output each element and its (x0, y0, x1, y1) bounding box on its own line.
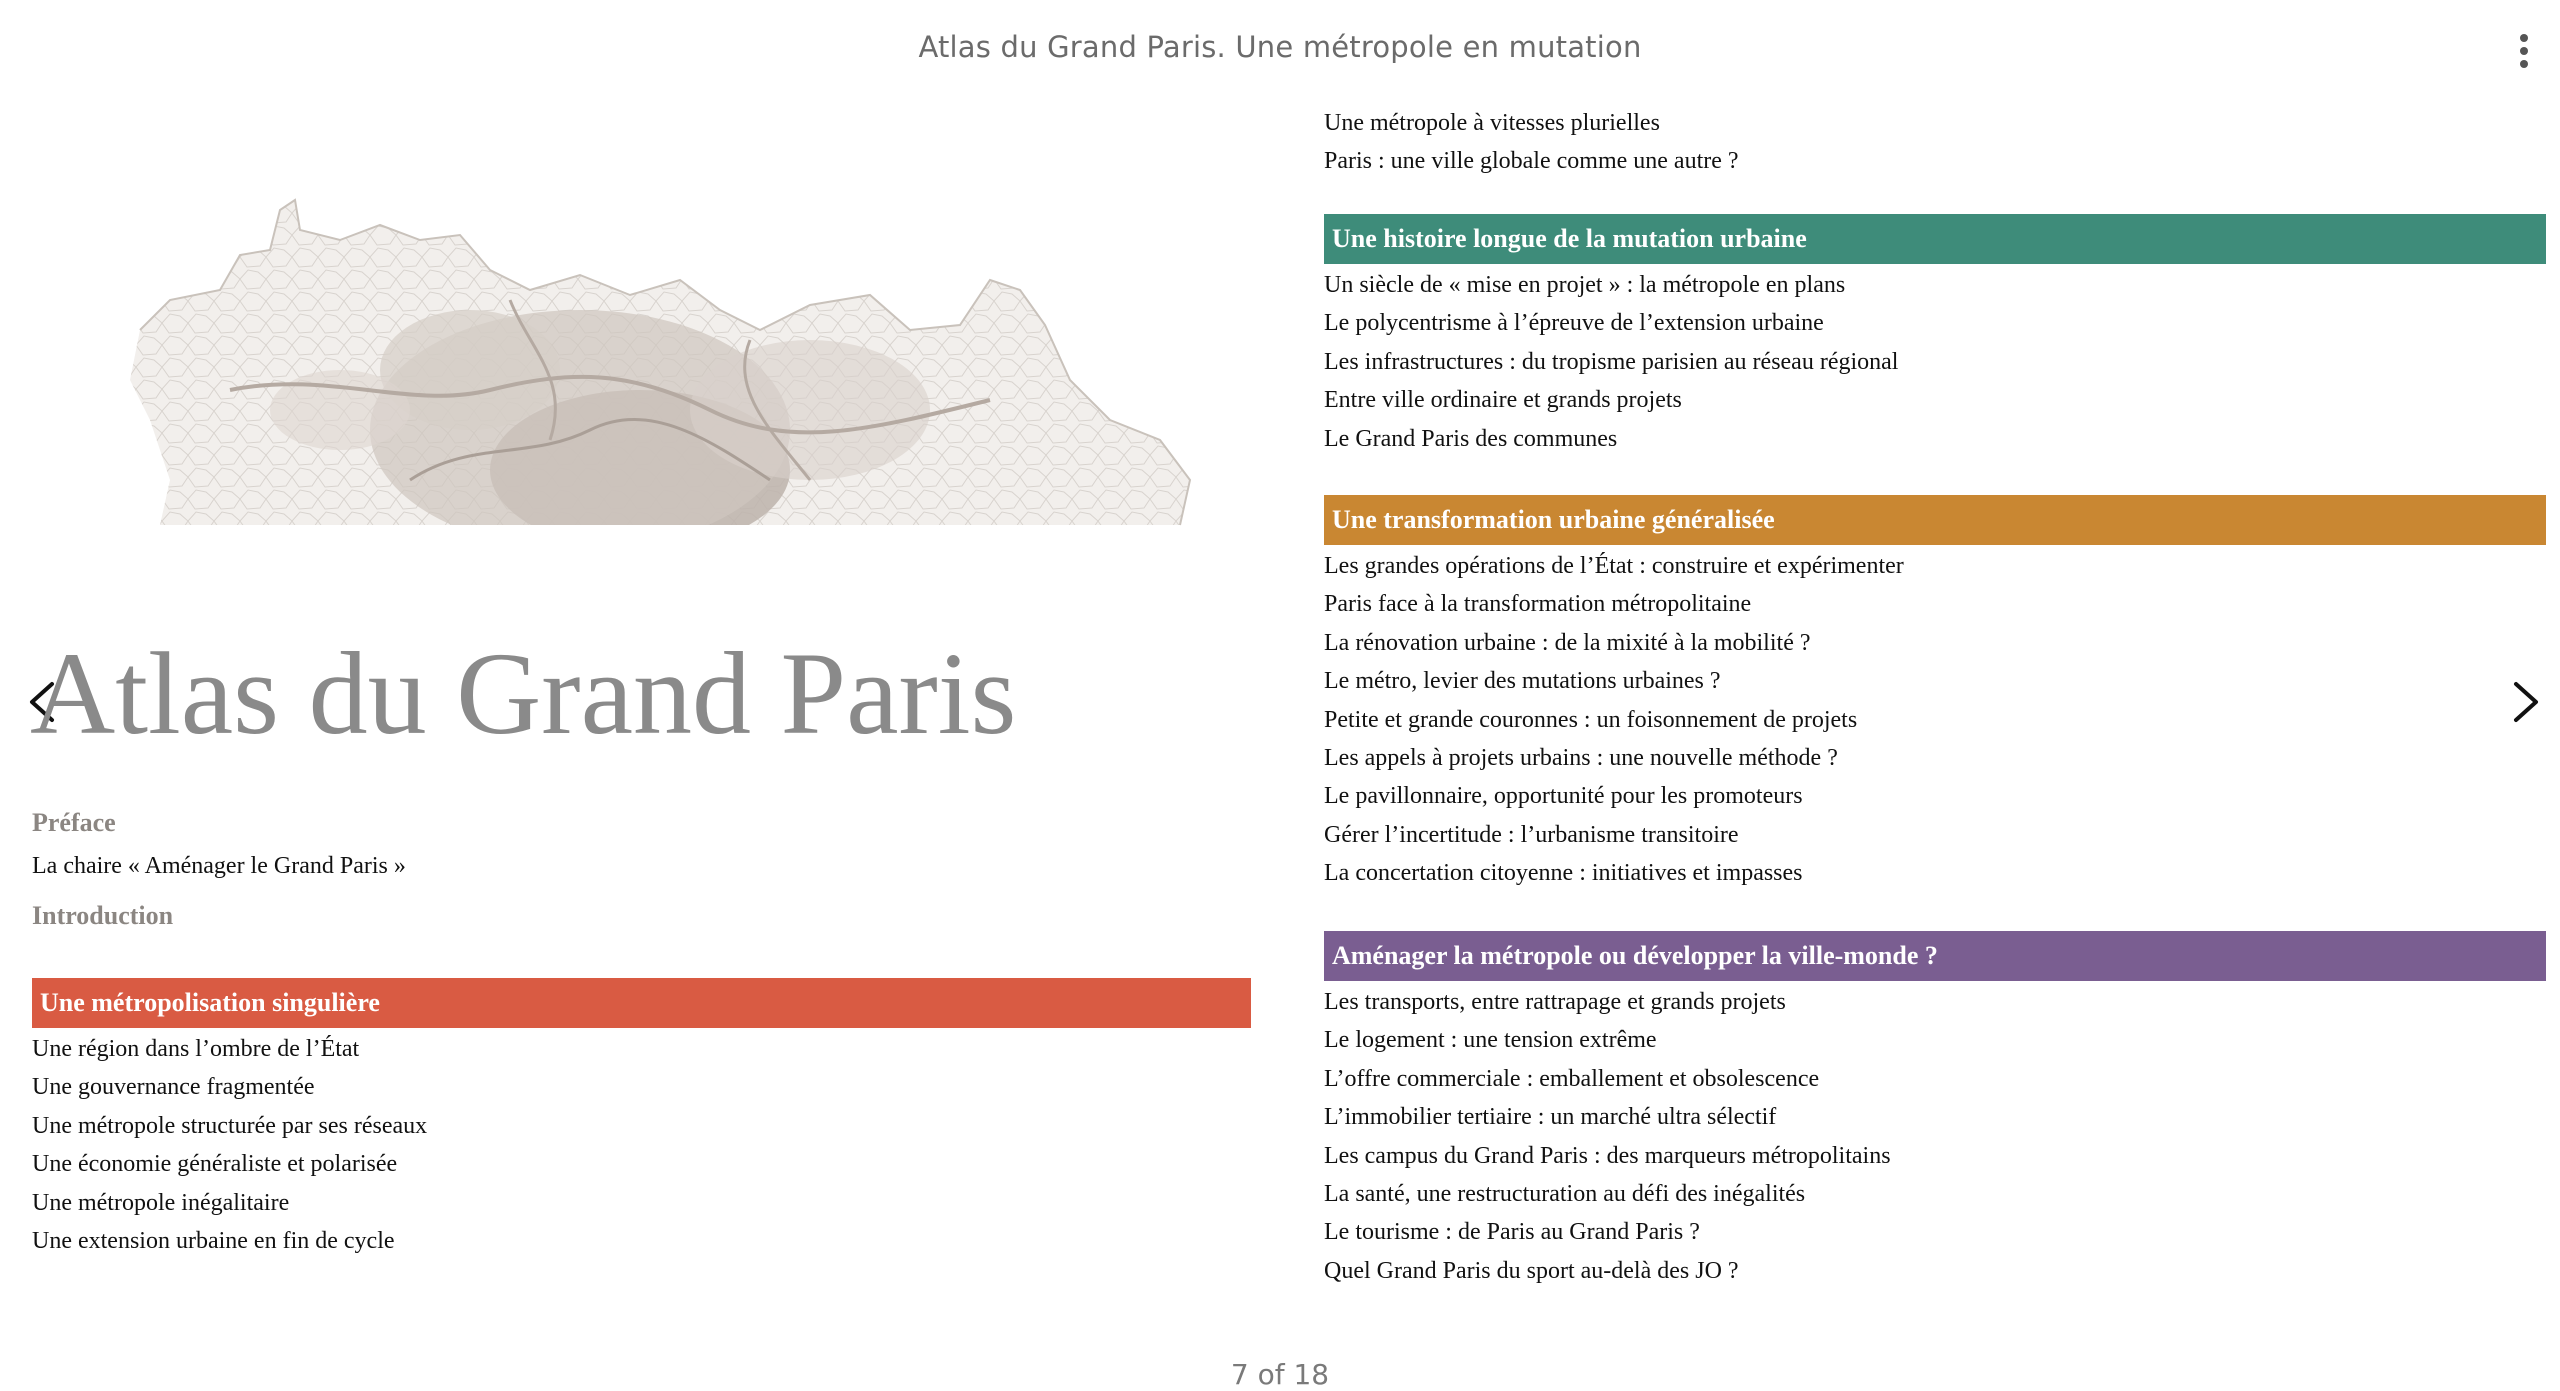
toc-item[interactable]: La santé, une restructuration au défi des inégalités (1324, 1181, 1806, 1208)
section-items (1324, 545, 2546, 893)
section-header[interactable]: Une transformation urbaine généralisée (1324, 495, 2546, 545)
toc-item[interactable]: Le pavillonnaire, opportunité pour les promoteurs (1324, 783, 1803, 810)
toc-item[interactable]: L’offre commerciale : emballement et obsolescence (1324, 1065, 1820, 1092)
toc-item[interactable]: Une métropole à vitesses plurielles (1324, 110, 1660, 136)
toc-item[interactable]: Le Grand Paris des communes (1324, 425, 1618, 452)
continued-items (1324, 104, 2546, 181)
toc-item[interactable]: Paris face à la transformation métropolitaine (1324, 591, 1752, 618)
toc-item[interactable]: L’immobilier tertiaire : un marché ultra sélectif (1324, 1104, 1777, 1131)
menu-dot (2520, 34, 2528, 42)
preface-heading[interactable]: Préface (32, 808, 116, 837)
toc-item[interactable]: Gérer l’incertitude : l’urbanisme transitoire (1324, 821, 1739, 848)
introduction-heading[interactable]: Introduction (32, 901, 174, 930)
menu-dot (2520, 60, 2528, 68)
cover-map-illustration (110, 180, 1210, 535)
section-header[interactable]: Une histoire longue de la mutation urbaine (1324, 214, 2546, 264)
toc-item-preface[interactable]: La chaire « Aménager le Grand Paris » (32, 853, 406, 879)
toc-item[interactable]: Une métropole inégalitaire (32, 1189, 290, 1216)
section-items (1324, 264, 2546, 458)
toc-item[interactable]: Quel Grand Paris du sport au-delà des JO ? (1324, 1257, 1739, 1284)
section-transformation (1324, 495, 2546, 893)
section-items (1324, 981, 2546, 1290)
toc-item[interactable]: Les campus du Grand Paris : des marqueurs métropolitains (1324, 1142, 1891, 1169)
toc-item[interactable]: Entre ville ordinaire et grands projets (1324, 387, 1682, 414)
toc-item[interactable]: La concertation citoyenne : initiatives et impasses (1324, 860, 1803, 887)
book-title: Atlas du Grand Paris. Une métropole en mutation (918, 30, 1642, 64)
toc-item[interactable]: Un siècle de « mise en projet » : la métropole en plans (1324, 272, 1846, 298)
section-metropolisation (32, 978, 1251, 1260)
toc-item[interactable]: Une gouvernance fragmentée (32, 1074, 315, 1101)
toc-item[interactable]: Paris : une ville globale comme une autre ? (1324, 148, 1739, 175)
toc-item[interactable]: Les transports, entre rattrapage et grands projets (1324, 989, 1786, 1015)
toc-item[interactable]: Une région dans l’ombre de l’État (32, 1036, 360, 1062)
toc-item[interactable]: Une métropole structurée par ses réseaux (32, 1112, 428, 1139)
top-bar (0, 0, 2560, 100)
section-items (32, 1028, 1251, 1260)
section-amenager (1324, 931, 2546, 1290)
toc-item[interactable]: Petite et grande couronnes : un foisonnement de projets (1324, 706, 1858, 733)
book-main-title: Atlas du Grand Paris (30, 628, 1017, 759)
toc-item[interactable]: Une extension urbaine en fin de cycle (32, 1228, 395, 1255)
page-indicator: 7 of 18 (1230, 1358, 1330, 1391)
toc-item[interactable]: Les appels à projets urbains : une nouvelle méthode ? (1324, 745, 1838, 772)
more-vertical-icon[interactable] (2514, 34, 2534, 68)
toc-item[interactable]: Le logement : une tension extrême (1324, 1027, 1657, 1054)
menu-dot (2520, 47, 2528, 55)
section-header[interactable]: Une métropolisation singulière (32, 978, 1251, 1028)
toc-item[interactable]: Une économie généraliste et polarisée (32, 1151, 398, 1178)
section-histoire (1324, 214, 2546, 458)
toc-item[interactable]: La rénovation urbaine : de la mixité à la mobilité ? (1324, 629, 1811, 656)
commune-map (110, 180, 1210, 535)
toc-item[interactable]: Les infrastructures : du tropisme parisien au réseau régional (1324, 348, 1899, 375)
toc-item[interactable]: Le métro, levier des mutations urbaines ? (1324, 668, 1721, 695)
toc-item[interactable]: Les grandes opérations de l’État : construire et expérimenter (1324, 553, 1904, 579)
section-header[interactable]: Aménager la métropole ou développer la ville-monde ? (1324, 931, 2546, 981)
toc-item[interactable]: Le polycentrisme à l’épreuve de l’extension urbaine (1324, 310, 1824, 337)
toc-item[interactable]: Le tourisme : de Paris au Grand Paris ? (1324, 1219, 1700, 1246)
